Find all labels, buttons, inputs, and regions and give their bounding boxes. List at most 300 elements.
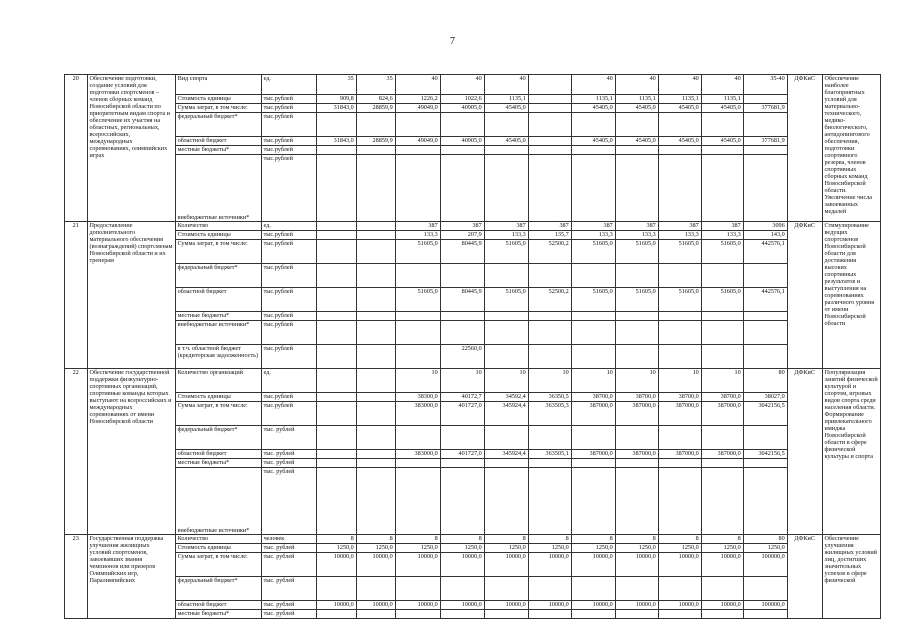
unit-cell: ед. [261, 369, 316, 393]
indicator-label: местные бюджеты* [175, 146, 261, 155]
value-cell [395, 610, 440, 619]
table-row [65, 113, 881, 137]
value-cell: 345924,4 [484, 402, 528, 426]
value-cell [316, 155, 356, 222]
value-cell: 80 [743, 535, 787, 544]
value-cell: 51605,0 [571, 240, 615, 264]
value-cell [528, 137, 571, 146]
value-cell: 1250,0 [356, 544, 395, 553]
value-cell: 45405,0 [701, 104, 743, 113]
value-cell: 1250,0 [440, 544, 484, 553]
value-cell: 10000,0 [571, 553, 615, 577]
value-cell [395, 426, 440, 450]
value-cell: 28859,9 [356, 104, 395, 113]
value-cell [528, 264, 571, 288]
indicator-label: Стоимость единицы [175, 231, 261, 240]
row-number: 23 [65, 535, 88, 619]
value-cell [356, 155, 395, 222]
value-cell [395, 264, 440, 288]
value-cell: 51605,0 [395, 288, 440, 312]
value-cell: 10000,0 [484, 601, 528, 610]
value-cell: 51605,0 [615, 240, 658, 264]
value-cell: 34592,4 [484, 393, 528, 402]
value-cell: 824,6 [356, 95, 395, 104]
value-cell: 387000,0 [615, 402, 658, 426]
value-cell [484, 459, 528, 468]
value-cell: 387000,0 [658, 402, 701, 426]
value-cell [743, 345, 787, 369]
value-cell [316, 222, 356, 231]
value-cell [658, 468, 701, 535]
value-cell [316, 264, 356, 288]
value-cell [395, 312, 440, 321]
value-cell [658, 345, 701, 369]
unit-cell: тыс. рублей [261, 553, 316, 577]
value-cell: 45405,0 [701, 137, 743, 146]
value-cell [356, 402, 395, 426]
value-cell [701, 264, 743, 288]
unit-cell: тыс. рублей [261, 450, 316, 459]
value-cell [316, 459, 356, 468]
unit-cell: тыс.рублей [261, 231, 316, 240]
value-cell [701, 426, 743, 450]
value-cell: 49049,0 [395, 137, 440, 146]
indicator-label: внебюджетные источники* [175, 321, 261, 345]
value-cell [484, 426, 528, 450]
value-cell [356, 468, 395, 535]
value-cell: 10000,0 [658, 601, 701, 610]
value-cell [356, 610, 395, 619]
value-cell [658, 155, 701, 222]
value-cell [316, 402, 356, 426]
value-cell: 1135,1 [658, 95, 701, 104]
value-cell [316, 468, 356, 535]
value-cell: 909,8 [316, 95, 356, 104]
value-cell [484, 610, 528, 619]
value-cell [356, 231, 395, 240]
value-cell: 10000,0 [615, 601, 658, 610]
value-cell [356, 264, 395, 288]
value-cell [356, 459, 395, 468]
value-cell: 1250,0 [316, 544, 356, 553]
table-row [65, 321, 881, 345]
value-cell: 52500,2 [528, 288, 571, 312]
value-cell: 40 [615, 75, 658, 95]
value-cell: 22560,0 [440, 345, 484, 369]
value-cell: 8 [395, 535, 440, 544]
value-cell [615, 610, 658, 619]
unit-cell: тыс. рублей [261, 468, 316, 535]
value-cell [356, 288, 395, 312]
value-cell: 51605,0 [701, 288, 743, 312]
value-cell: 45405,0 [615, 137, 658, 146]
value-cell [658, 146, 701, 155]
value-cell: 133,3 [571, 231, 615, 240]
indicator-label: федеральный бюджет* [175, 113, 261, 137]
table-row [65, 231, 881, 240]
value-cell [356, 312, 395, 321]
expected-result: Популяризация занятий физической культурой и спортом, игровых видов спорта среди населения области. Формирование привлекательного имиджа Новосибирской области в сфере физической культуры и спорта [822, 369, 880, 535]
value-cell: 51605,0 [658, 240, 701, 264]
value-cell [356, 240, 395, 264]
value-cell [316, 240, 356, 264]
value-cell: 38300,0 [395, 393, 440, 402]
value-cell [395, 146, 440, 155]
table-row [65, 450, 881, 459]
value-cell [528, 312, 571, 321]
unit-cell: тыс. рублей [261, 610, 316, 619]
value-cell: 45405,0 [484, 104, 528, 113]
unit-cell: тыс. рублей [261, 459, 316, 468]
value-cell [615, 577, 658, 601]
value-cell: 10 [440, 369, 484, 393]
value-cell: 133,3 [395, 231, 440, 240]
budget-table [64, 74, 881, 619]
indicator-label: местные бюджеты* [175, 610, 261, 619]
value-cell: 1250,0 [484, 544, 528, 553]
value-cell [316, 369, 356, 393]
indicator-label: Стоимость единицы [175, 95, 261, 104]
value-cell [440, 321, 484, 345]
value-cell: 8 [356, 535, 395, 544]
table-row [65, 459, 881, 468]
value-cell: 8 [701, 535, 743, 544]
value-cell [701, 459, 743, 468]
executor-cell: ДФКиС [787, 222, 822, 369]
table-row [65, 288, 881, 312]
value-cell [356, 345, 395, 369]
value-cell [316, 146, 356, 155]
value-cell: 36350,5 [528, 393, 571, 402]
value-cell: 387 [528, 222, 571, 231]
value-cell [316, 393, 356, 402]
value-cell: 40172,7 [440, 393, 484, 402]
value-cell: 1022,6 [440, 95, 484, 104]
unit-cell: тыс.рублей [261, 137, 316, 146]
indicator-label: Сумма затрат, в том числе: [175, 104, 261, 113]
value-cell: 442576,1 [743, 288, 787, 312]
value-cell: 8 [658, 535, 701, 544]
value-cell [743, 426, 787, 450]
value-cell: 10000,0 [395, 601, 440, 610]
unit-cell: тыс.рублей [261, 321, 316, 345]
value-cell: 31843,0 [316, 137, 356, 146]
indicator-label: Количество [175, 535, 261, 544]
indicator-label: Количество [175, 222, 261, 231]
value-cell: 387 [440, 222, 484, 231]
indicator-label: областной бюджет [175, 450, 261, 459]
indicator-label: Сумма затрат, в том числе: [175, 240, 261, 264]
value-cell: 10000,0 [701, 601, 743, 610]
value-cell [395, 345, 440, 369]
value-cell: 387 [658, 222, 701, 231]
indicator-label: Сумма затрат, в том числе: [175, 402, 261, 426]
table-row [65, 240, 881, 264]
value-cell [440, 577, 484, 601]
table-row [65, 222, 881, 231]
expected-result: Обеспечение улучшения жилищных условий лиц, достигших значительных успехов в сфере физической [822, 535, 880, 619]
indicator-label: федеральный бюджет* [175, 577, 261, 601]
value-cell: 8 [440, 535, 484, 544]
unit-cell: тыс.рублей [261, 345, 316, 369]
value-cell [440, 155, 484, 222]
value-cell: 38700,0 [571, 393, 615, 402]
value-cell: 38700,0 [615, 393, 658, 402]
value-cell: 100000,0 [743, 553, 787, 577]
indicator-label: внебюджетные источники* [175, 155, 261, 222]
value-cell: 8 [571, 535, 615, 544]
value-cell: 10 [484, 369, 528, 393]
value-cell [316, 312, 356, 321]
executor-cell: ДФКиС [787, 535, 822, 619]
value-cell: 387000,0 [701, 402, 743, 426]
value-cell: 80 [743, 369, 787, 393]
value-cell: 387 [484, 222, 528, 231]
value-cell [316, 288, 356, 312]
value-cell: 1250,0 [571, 544, 615, 553]
value-cell [571, 426, 615, 450]
expected-result: Стимулирование ведущих спортсменов Новосибирской области для достижения высоких спортивных результатов и выступления на соревнованиях различного уровня от имени Новосибирской области [822, 222, 880, 369]
value-cell [743, 459, 787, 468]
value-cell: 51605,0 [701, 240, 743, 264]
value-cell: 10000,0 [316, 553, 356, 577]
value-cell [440, 459, 484, 468]
value-cell [356, 146, 395, 155]
value-cell: 8 [615, 535, 658, 544]
value-cell: 10 [395, 369, 440, 393]
value-cell [528, 321, 571, 345]
value-cell: 1250,0 [395, 544, 440, 553]
value-cell: 133,3 [484, 231, 528, 240]
unit-cell: тыс.рублей [261, 288, 316, 312]
value-cell: 133,3 [658, 231, 701, 240]
value-cell [316, 577, 356, 601]
value-cell [743, 468, 787, 535]
value-cell [440, 264, 484, 288]
value-cell: 1250,0 [528, 544, 571, 553]
value-cell [528, 75, 571, 95]
value-cell [356, 450, 395, 459]
value-cell [440, 113, 484, 137]
value-cell [528, 95, 571, 104]
value-cell [440, 426, 484, 450]
value-cell [484, 321, 528, 345]
value-cell: 100000,0 [743, 601, 787, 610]
value-cell [484, 468, 528, 535]
value-cell [356, 113, 395, 137]
table-row [65, 369, 881, 393]
value-cell [395, 113, 440, 137]
value-cell [316, 345, 356, 369]
measure-name: Предоставление дополнительного материального обеспечения (вознаграждений) спортсменам Новосибирской области и их тренерам [87, 222, 175, 369]
value-cell: 10 [658, 369, 701, 393]
value-cell [528, 104, 571, 113]
value-cell: 40 [658, 75, 701, 95]
value-cell [743, 264, 787, 288]
value-cell [615, 113, 658, 137]
indicator-label: Вид спорта [175, 75, 261, 95]
expected-result: Обеспечение наиболее благоприятных условий для материально-технического, медико-биологического, антидопингового обеспечения, подготовки спортивного резерва, членов спортивных сборных команд Новосибирской области. Увеличение числа завоеванных медалей [822, 75, 880, 222]
value-cell: 28859,9 [356, 137, 395, 146]
value-cell [571, 312, 615, 321]
unit-cell: ед. [261, 222, 316, 231]
value-cell: 10000,0 [528, 601, 571, 610]
value-cell [571, 577, 615, 601]
value-cell: 10000,0 [395, 553, 440, 577]
value-cell [658, 426, 701, 450]
value-cell [395, 468, 440, 535]
value-cell: 133,3 [615, 231, 658, 240]
indicator-label: областной бюджет [175, 137, 261, 146]
value-cell [356, 577, 395, 601]
value-cell [356, 222, 395, 231]
value-cell [316, 426, 356, 450]
value-cell: 35-40 [743, 75, 787, 95]
value-cell: 1135,1 [701, 95, 743, 104]
value-cell [528, 155, 571, 222]
value-cell: 10 [701, 369, 743, 393]
value-cell [615, 345, 658, 369]
value-cell [356, 369, 395, 393]
value-cell: 49049,0 [395, 104, 440, 113]
value-cell: 10 [528, 369, 571, 393]
value-cell: 40 [395, 75, 440, 95]
value-cell [356, 426, 395, 450]
indicator-label: федеральный бюджет* [175, 426, 261, 450]
row-number: 22 [65, 369, 88, 535]
value-cell: 51605,0 [484, 240, 528, 264]
value-cell [743, 146, 787, 155]
indicator-label: областной бюджет [175, 601, 261, 610]
indicator-label: Сумма затрат, в том числе: [175, 553, 261, 577]
value-cell [701, 312, 743, 321]
value-cell: 1250,0 [658, 544, 701, 553]
value-cell: 10000,0 [528, 553, 571, 577]
value-cell [571, 155, 615, 222]
value-cell: 10000,0 [701, 553, 743, 577]
value-cell [615, 155, 658, 222]
value-cell [743, 155, 787, 222]
value-cell: 442576,1 [743, 240, 787, 264]
row-number: 20 [65, 75, 88, 222]
measure-name: Обеспечение государственной поддержки физкультурно-спортивных организаций, спортивные команды которых выступают на всероссийских и международных соревнованиях от имени Новосибирской области [87, 369, 175, 535]
value-cell: 51605,0 [571, 288, 615, 312]
executor-cell: ДФКиС [787, 369, 822, 535]
value-cell: 401727,0 [440, 450, 484, 459]
value-cell: 401727,0 [440, 402, 484, 426]
value-cell [316, 321, 356, 345]
value-cell: 345924,4 [484, 450, 528, 459]
table-row [65, 312, 881, 321]
unit-cell: тыс. рублей [261, 577, 316, 601]
value-cell: 1135,1 [484, 95, 528, 104]
value-cell: 31843,0 [316, 104, 356, 113]
value-cell: 387 [571, 222, 615, 231]
value-cell: 8 [528, 535, 571, 544]
value-cell: 10000,0 [440, 553, 484, 577]
value-cell: 1250,0 [615, 544, 658, 553]
table-row [65, 393, 881, 402]
value-cell [316, 610, 356, 619]
unit-cell: тыс.рублей [261, 312, 316, 321]
value-cell: 1135,1 [615, 95, 658, 104]
unit-cell: тыс.рублей [261, 155, 316, 222]
value-cell: 387000,0 [571, 450, 615, 459]
value-cell [528, 459, 571, 468]
value-cell: 387000,0 [658, 450, 701, 459]
value-cell [615, 468, 658, 535]
value-cell [743, 95, 787, 104]
unit-cell: тыс.рублей [261, 104, 316, 113]
table-row [65, 345, 881, 369]
value-cell [440, 146, 484, 155]
table-row [65, 264, 881, 288]
table-row [65, 468, 881, 535]
unit-cell: тыс. рублей [261, 544, 316, 553]
value-cell [571, 321, 615, 345]
value-cell [440, 610, 484, 619]
table-row [65, 402, 881, 426]
value-cell: 387 [701, 222, 743, 231]
unit-cell: тыс.рублей [261, 95, 316, 104]
value-cell: 52500,2 [528, 240, 571, 264]
value-cell [484, 146, 528, 155]
value-cell: 40 [571, 75, 615, 95]
unit-cell: человек [261, 535, 316, 544]
value-cell: 10000,0 [571, 601, 615, 610]
value-cell [743, 312, 787, 321]
value-cell: 1250,0 [743, 544, 787, 553]
value-cell [701, 577, 743, 601]
value-cell [528, 113, 571, 137]
value-cell: 387000,0 [615, 450, 658, 459]
indicator-label: в т.ч. областной бюджет (кредиторская задолженность) [175, 345, 261, 369]
value-cell: 38700,0 [701, 393, 743, 402]
value-cell: 10 [571, 369, 615, 393]
value-cell: 51605,0 [615, 288, 658, 312]
value-cell: 377681,9 [743, 104, 787, 113]
value-cell: 133,3 [701, 231, 743, 240]
value-cell [484, 577, 528, 601]
value-cell: 45405,0 [658, 137, 701, 146]
value-cell: 377681,9 [743, 137, 787, 146]
value-cell [484, 312, 528, 321]
value-cell [571, 146, 615, 155]
measure-name: Обеспечение подготовки, создание условий для подготовки спортсменов – членов сборных команд Новосибирской области по приоритетным видам спорта и обеспечение их участия на областных, региональных, всероссийских, международных соревнованиях, олимпийских играх [87, 75, 175, 222]
value-cell [615, 321, 658, 345]
value-cell: 1135,1 [571, 95, 615, 104]
value-cell [528, 345, 571, 369]
value-cell: 10000,0 [658, 553, 701, 577]
value-cell: 363505,3 [528, 402, 571, 426]
unit-cell: тыс.рублей [261, 146, 316, 155]
value-cell [528, 610, 571, 619]
indicator-label: местные бюджеты* [175, 459, 261, 468]
value-cell [528, 577, 571, 601]
value-cell: 40905,0 [440, 104, 484, 113]
table-row [65, 95, 881, 104]
value-cell [701, 113, 743, 137]
value-cell [701, 146, 743, 155]
value-cell: 387000,0 [571, 402, 615, 426]
value-cell [571, 610, 615, 619]
unit-cell: тыс.рублей [261, 393, 316, 402]
value-cell: 45405,0 [571, 137, 615, 146]
value-cell: 387 [615, 222, 658, 231]
value-cell [440, 312, 484, 321]
value-cell [615, 426, 658, 450]
value-cell: 1226,2 [395, 95, 440, 104]
